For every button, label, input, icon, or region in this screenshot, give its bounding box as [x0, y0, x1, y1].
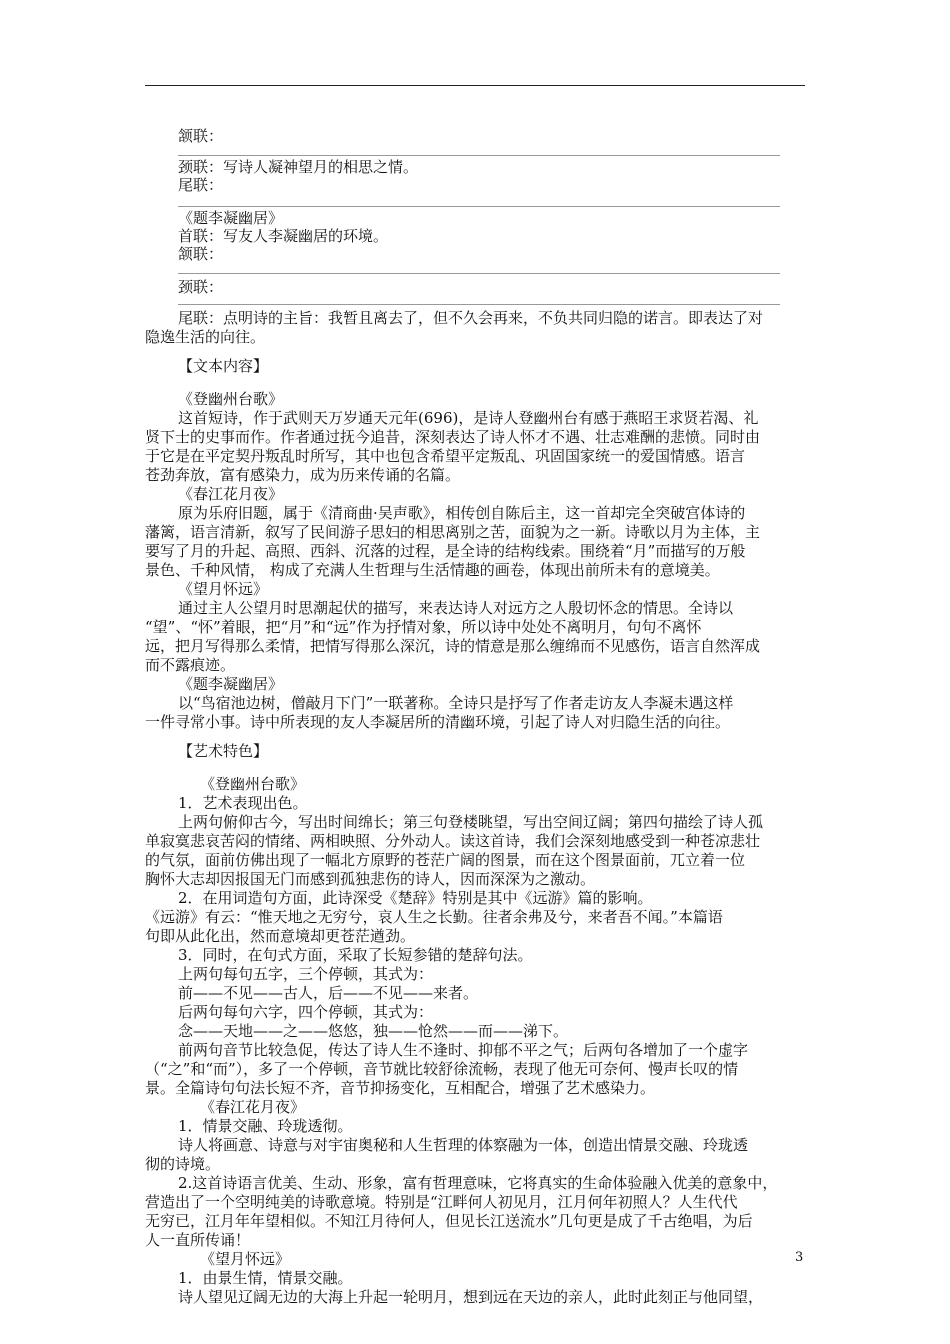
- art-line: 上两句俯仰古今，写出时间绵长；第三句登楼眺望，写出空间辽阔；第四句描绘了诗人孤: [178, 813, 764, 831]
- art-line: 《望月怀远》: [200, 1250, 291, 1268]
- analysis-line: 颈联：: [178, 278, 224, 296]
- page-number: 3: [795, 1250, 804, 1265]
- content-line: 景色、千种风情， 构成了充满人生哲理与生活情趣的画卷，体现出前所未有的意境美。: [145, 561, 720, 579]
- header-rule: [145, 85, 805, 86]
- art-line: 诗人望见辽阔无边的大海上升起一轮明月，想到远在天边的亲人，此时此刻正与他同望，: [178, 1288, 764, 1306]
- art-line: 3．同时，在句式方面，采取了长短参错的楚辞句法。: [178, 946, 533, 964]
- content-line: 《春江花月夜》: [178, 485, 284, 503]
- content-line: 以“鸟宿池边树，僧敲月下门”一联著称。全诗只是抒写了作者走访友人李凝未遇这样: [178, 694, 734, 712]
- content-line: 于它是在平定契丹叛乱时所写，其中也包含希望平定叛乱、巩固国家统一的爱国情感。语言: [145, 447, 746, 465]
- art-line: 句即从此化出，然而意境却更苍茫遒劲。: [145, 927, 416, 945]
- answer-blank: [178, 304, 780, 305]
- art-line: 单寂寞悲哀苦闷的情绪、两相映照、分外动人。读这首诗，我们会深刻地感受到一种苍凉悲壮: [145, 832, 761, 850]
- art-line: 1．情景交融、玲珑透彻。: [178, 1117, 353, 1135]
- section-heading: 【文本内容】: [178, 357, 269, 375]
- content-line: 远，把月写得那么柔情，把情写得那么深沉，诗的情意是那么缠绵而不见感伤，语言自然浑成: [145, 637, 761, 655]
- analysis-line: 首联：写友人李凝幽居的环境。: [178, 227, 389, 245]
- art-line: 2．在用词造句方面，此诗深受《楚辞》特别是其中《远游》篇的影响。: [178, 889, 653, 907]
- art-line: 胸怀大志却因报国无门而感到孤独悲伤的诗人，因而深深为之激动。: [145, 870, 596, 888]
- content-line: 要写了月的升起、高照、西斜、沉落的过程，是全诗的结构线索。围绕着“月”而描写的万般: [145, 542, 746, 560]
- art-line: 《登幽州台歌》: [200, 775, 306, 793]
- art-line: 无穷已，江月年年望相似。不知江月待何人，但见长江送流水”几句更是成了千古绝唱，为后: [145, 1212, 753, 1230]
- art-line: 1．由景生情，情景交融。: [178, 1269, 353, 1287]
- art-line: 人一直所传诵！: [145, 1231, 251, 1249]
- art-line: 念——天地——之——悠悠，独——怆然——而——涕下。: [178, 1022, 569, 1040]
- content-line: 《望月怀远》: [178, 580, 269, 598]
- content-line: “望”、“怀”着眼，把“月”和“远”作为抒情对象，所以诗中处处不离明月，句句不离怀: [145, 618, 702, 636]
- content-line: 《登幽州台歌》: [178, 390, 284, 408]
- content-line: 这首短诗，作于武则天万岁通天元年(696)，是诗人登幽州台有感于燕昭王求贤若渴、礼: [178, 409, 759, 427]
- content-line: 原为乐府旧题，属于《清商曲·吴声歌》，相传创自陈后主，这一首却完全突破宫体诗的: [178, 504, 746, 522]
- analysis-line: 《题李凝幽居》: [178, 209, 284, 227]
- art-line: 《春江花月夜》: [200, 1098, 306, 1116]
- analysis-line: 颔联：: [178, 127, 224, 145]
- analysis-line: 尾联：点明诗的主旨：我暂且离去了，但不久会再来，不负共同归隐的诺言。即表达了对: [178, 309, 764, 327]
- art-line: 2.这首诗语言优美、生动、形象，富有哲理意味，它将真实的生命体验融入优美的意象中，: [178, 1174, 778, 1192]
- art-line: 《远游》有云：“惟天地之无穷兮，哀人生之长勤。往者余弗及兮，来者吾不闻。”本篇语: [145, 908, 723, 926]
- content-line: 《题李凝幽居》: [178, 675, 284, 693]
- section-heading: 【艺术特色】: [178, 742, 269, 760]
- content-line: 苍劲奔放，富有感染力，成为历来传诵的名篇。: [145, 466, 461, 484]
- answer-blank: [178, 273, 780, 274]
- art-line: 的气氛，面前仿佛出现了一幅北方原野的苍茫广阔的图景，而在这个图景面前，兀立着一位: [145, 851, 746, 869]
- art-line: 前——不见——古人，后——不见——来者。: [178, 984, 479, 1002]
- content-line: 贤下士的史事而作。作者通过抚今追昔，深刻表达了诗人怀才不遇、壮志难酬的悲愤。同时由: [145, 428, 761, 446]
- art-line: 前两句音节比较急促，传达了诗人生不逢时、抑郁不平之气；后两句各增加了一个虚字: [178, 1041, 749, 1059]
- art-line: （“之”和“而”），多了一个停顿，音节就比较舒徐流畅，表现了他无可奈何、慢声长叹的情: [145, 1060, 739, 1078]
- content-line: 藩篱，语言清新，叙写了民间游子思妇的相思离别之苦，面貌为之一新。诗歌以月为主体，主: [145, 523, 761, 541]
- content-line: 一件寻常小事。诗中所表现的友人李凝居所的清幽环境，引起了诗人对归隐生活的向往。: [145, 713, 731, 731]
- art-line: 彻的诗境。: [145, 1155, 221, 1173]
- art-line: 景。全篇诗句句法长短不齐，音节抑扬变化，互相配合，增强了艺术感染力。: [145, 1079, 656, 1097]
- answer-blank: [178, 155, 780, 156]
- content-line: 而不露痕迹。: [145, 656, 236, 674]
- analysis-line: 尾联：: [178, 176, 224, 194]
- content-line: 通过主人公望月时思潮起伏的描写，来表达诗人对远方之人殷切怀念的情思。全诗以: [178, 599, 734, 617]
- art-line: 后两句每句六字，四个停顿，其式为：: [178, 1003, 434, 1021]
- analysis-line: 颈联：写诗人凝神望月的相思之情。: [178, 158, 419, 176]
- art-line: 营造出了一个空明纯美的诗歌意境。特别是“江畔何人初见月，江月何年初照人？人生代代: [145, 1193, 738, 1211]
- art-line: 上两句每句五字，三个停顿，其式为：: [178, 965, 434, 983]
- analysis-line: 颔联：: [178, 245, 224, 263]
- art-line: 诗人将画意、诗意与对宇宙奥秘和人生哲理的体察融为一体，创造出情景交融、玲珑透: [178, 1136, 749, 1154]
- art-line: 1．艺术表现出色。: [178, 794, 308, 812]
- answer-blank: [178, 206, 780, 207]
- analysis-line: 隐逸生活的向往。: [145, 328, 266, 346]
